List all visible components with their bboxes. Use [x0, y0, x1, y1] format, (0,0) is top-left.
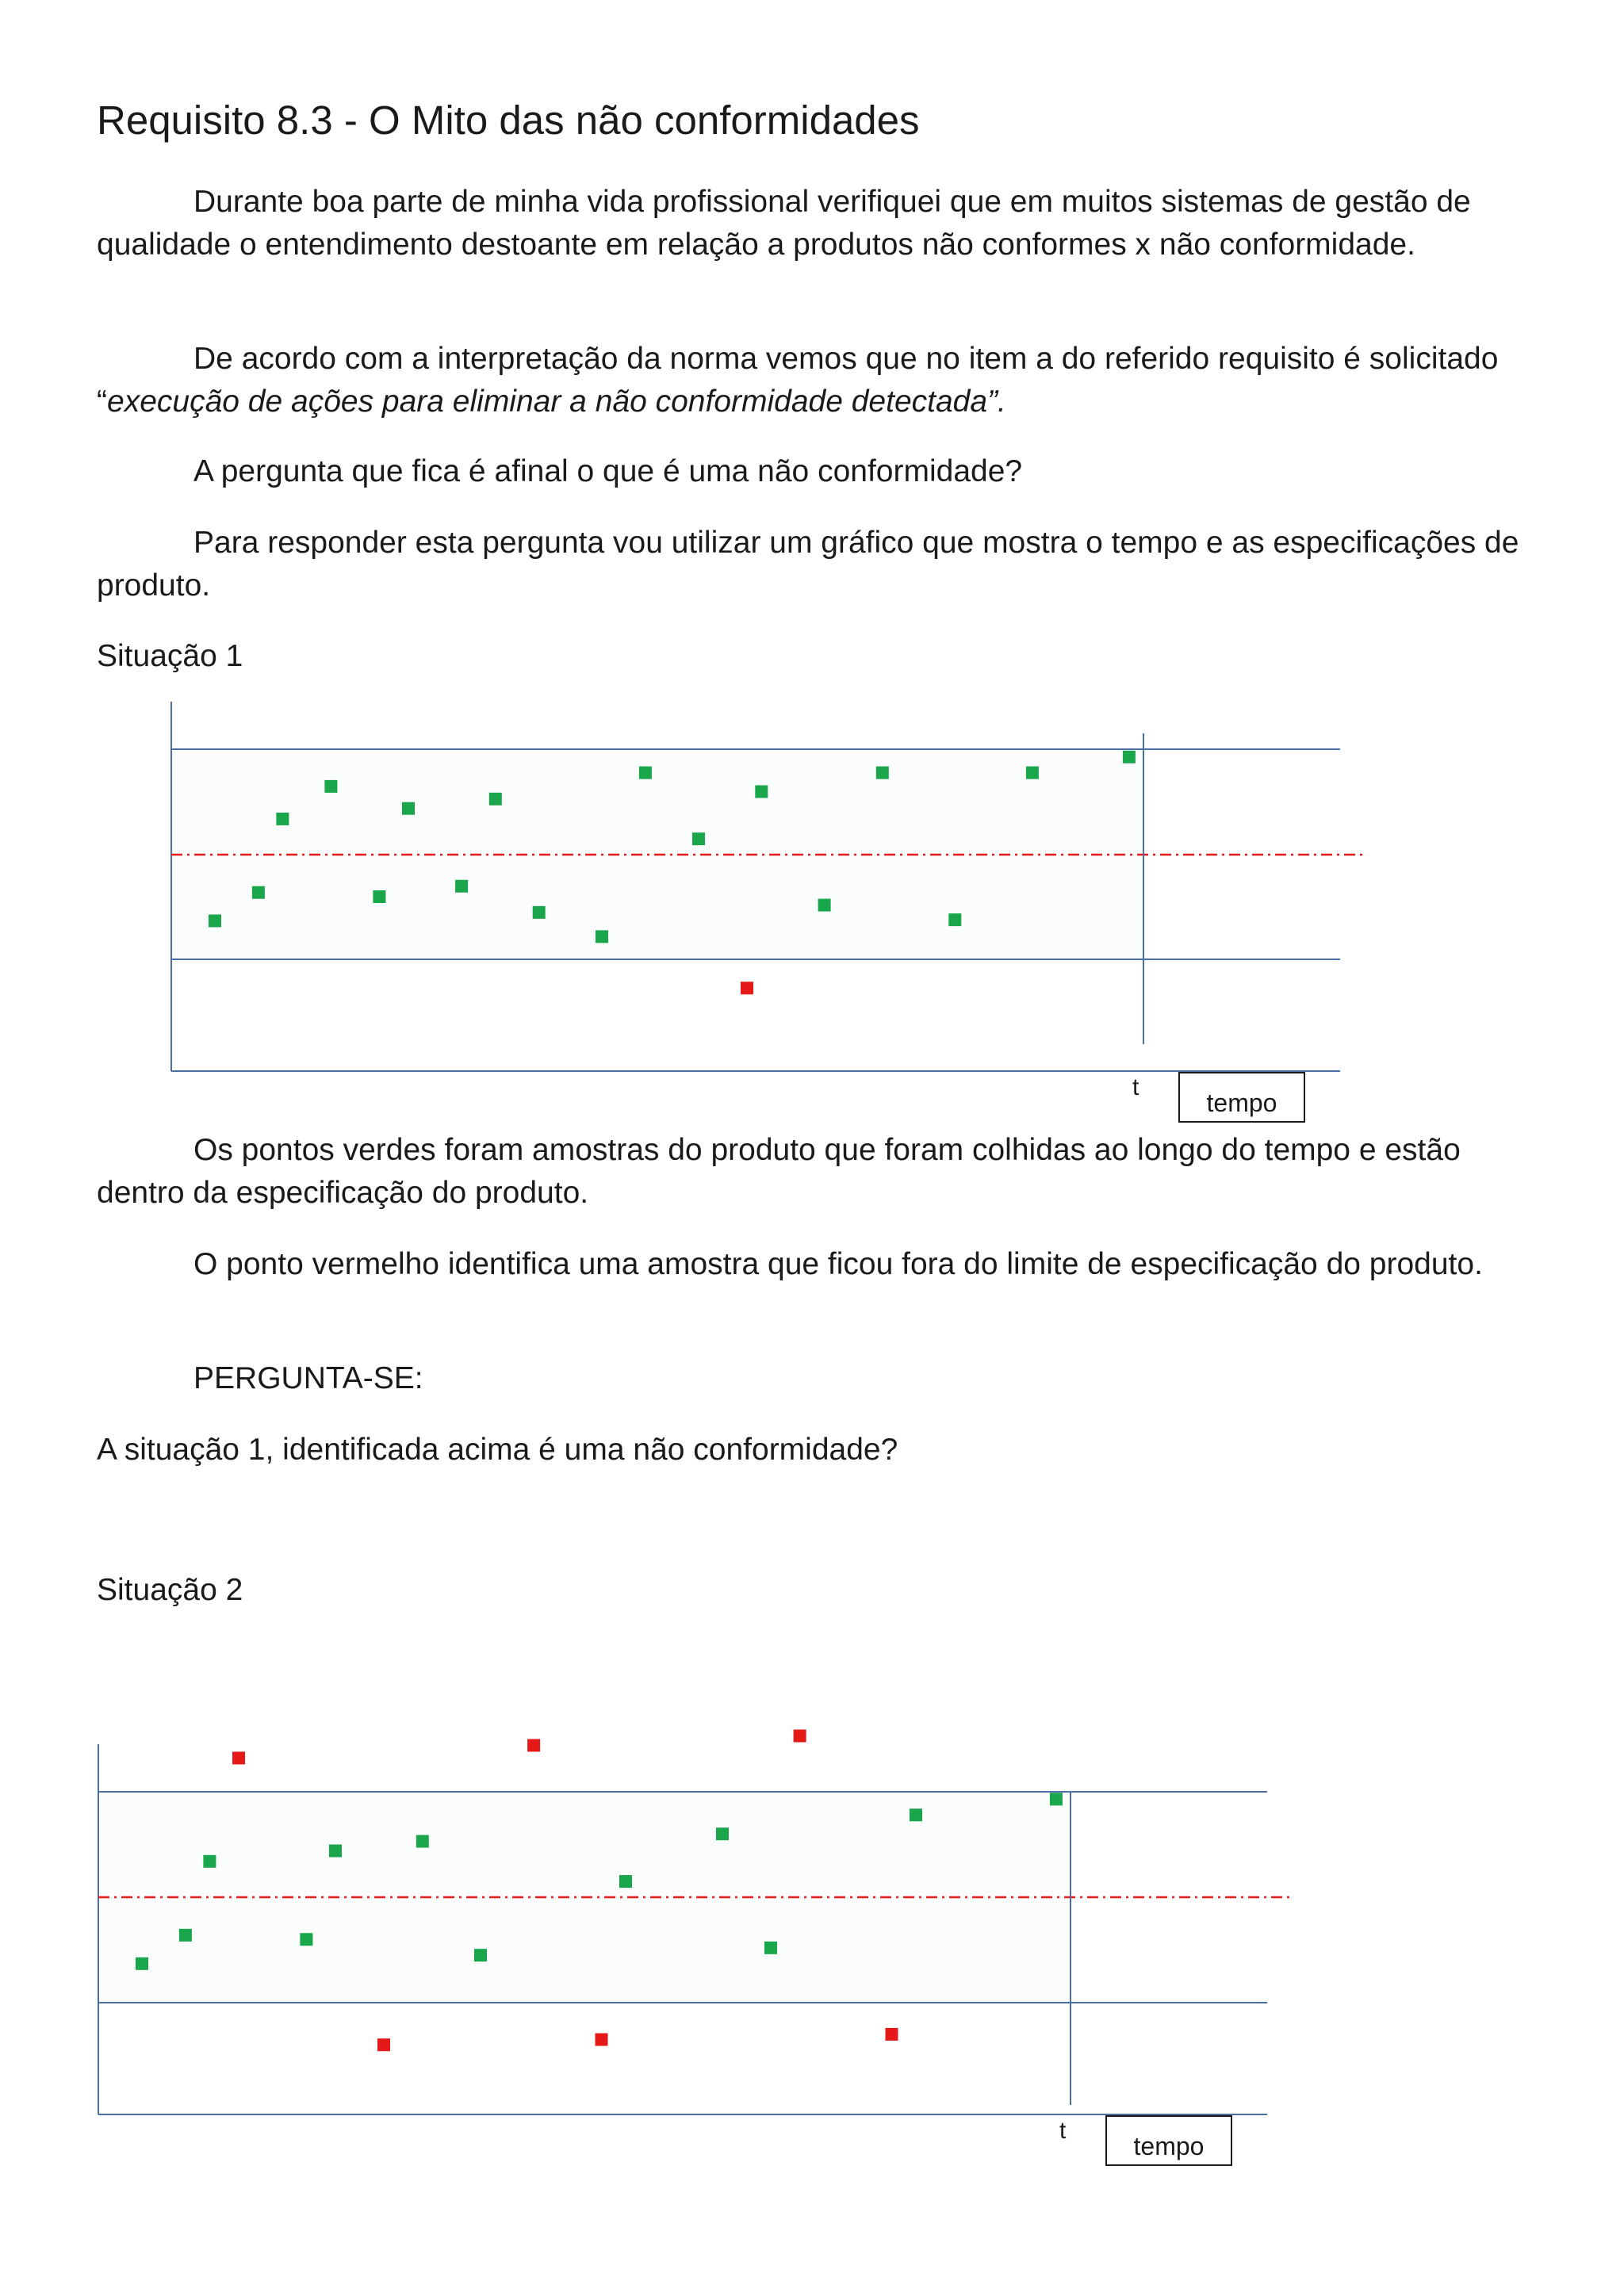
green-sample-point	[818, 899, 831, 912]
green-sample-point	[179, 1929, 192, 1942]
red-sample-point	[794, 1730, 806, 1743]
paragraph-6	[97, 1243, 1524, 1286]
paragraph-1	[97, 181, 1524, 266]
green-sample-point	[1026, 767, 1039, 779]
green-sample-point	[716, 1827, 729, 1840]
green-sample-point	[209, 914, 221, 927]
green-sample-point	[910, 1808, 922, 1821]
green-sample-point	[203, 1855, 216, 1868]
paragraph-2-text	[97, 338, 1524, 423]
green-sample-point	[329, 1844, 342, 1857]
green-sample-point	[1050, 1793, 1063, 1805]
paragraph-7-text: PERGUNTA-SE:	[193, 1361, 423, 1395]
paragraph-8	[97, 1429, 1524, 1471]
situation-1-label: Situação 1	[97, 639, 243, 673]
green-sample-point	[373, 890, 385, 903]
green-sample-point	[455, 880, 468, 893]
paragraph-8-text: A situação 1, identificada acima é uma não conformidade?	[97, 1433, 898, 1467]
paragraph-7	[97, 1357, 1524, 1400]
paragraph-5-text: Os pontos verdes foram amostras do produto que foram colhidas ao longo do tempo e estão dentro da especificação do produto.	[97, 1133, 1461, 1210]
red-sample-point	[527, 1739, 540, 1751]
green-sample-point	[402, 802, 415, 815]
paragraph-5	[97, 1129, 1524, 1215]
x-axis-label: tempo	[1133, 2132, 1205, 2160]
green-sample-point	[764, 1942, 777, 1954]
green-sample-point	[1123, 751, 1136, 763]
paragraph-2-italic: execução de ações para eliminar a não conformidade detectada”.	[107, 385, 1006, 419]
chart-situacao-1	[167, 698, 1372, 1126]
green-sample-point	[876, 767, 889, 779]
green-sample-point	[533, 906, 546, 919]
paragraph-2-prefix: De acordo com a interpretação da norma vemos que no item a do referido requisito é solicitado “	[97, 342, 1499, 419]
t-marker-label: t	[1132, 1074, 1139, 1100]
green-sample-point	[489, 793, 502, 806]
red-sample-point	[232, 1751, 245, 1764]
green-sample-point	[324, 780, 337, 793]
t-marker-label: t	[1059, 2118, 1067, 2144]
paragraph-6-text: O ponto vermelho identifica uma amostra que ficou fora do limite de especificação do produto.	[193, 1247, 1483, 1281]
paragraph-3-text: A pergunta que fica é afinal o que é uma não conformidade?	[193, 454, 1023, 488]
green-sample-point	[692, 832, 705, 845]
green-sample-point	[136, 1957, 148, 1970]
green-sample-point	[252, 886, 265, 899]
green-sample-point	[596, 930, 608, 943]
green-sample-point	[948, 913, 961, 926]
red-sample-point	[596, 2034, 608, 2046]
green-sample-point	[755, 786, 768, 798]
green-sample-point	[474, 1949, 487, 1961]
green-sample-point	[619, 1875, 632, 1888]
red-sample-point	[741, 982, 753, 994]
x-axis-label: tempo	[1206, 1089, 1277, 1117]
paragraph-2	[97, 338, 1524, 423]
green-sample-point	[276, 813, 289, 825]
page-title: Requisito 8.3 - O Mito das não conformidades	[97, 98, 920, 143]
paragraph-4-text: Para responder esta pergunta vou utilizar um gráfico que mostra o tempo e as especificações de produto.	[97, 526, 1519, 603]
red-sample-point	[886, 2028, 898, 2041]
green-sample-point	[300, 1933, 312, 1946]
paragraph-3	[97, 450, 1524, 493]
red-sample-point	[377, 2038, 390, 2051]
paragraph-1-text: Durante boa parte de minha vida profissional verifiquei que em muitos sistemas de gestão de qualidade o entendimento destoante em relação a produtos não conformes x não conformidade.	[97, 185, 1471, 262]
green-sample-point	[639, 767, 652, 779]
situation-2-label: Situação 2	[97, 1573, 243, 1607]
green-sample-point	[416, 1835, 429, 1848]
paragraph-4	[97, 522, 1524, 607]
chart-situacao-2	[94, 1712, 1299, 2172]
